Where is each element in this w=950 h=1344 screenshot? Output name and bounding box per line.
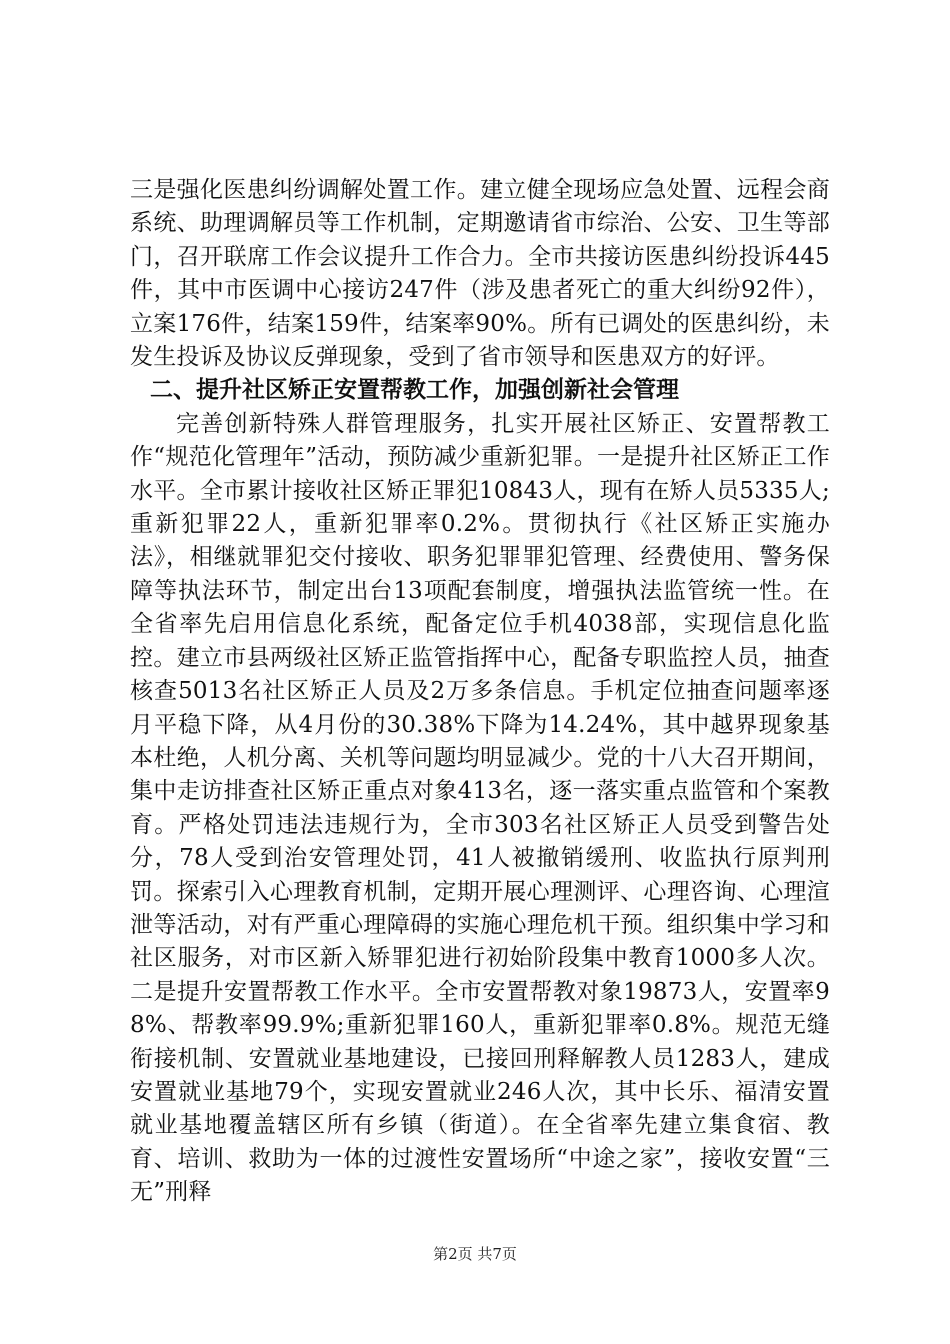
page-footer xyxy=(0,1244,950,1264)
document-body xyxy=(130,174,830,1210)
paragraph-community-correction: 完善创新特殊人群管理服务，扎实开展社区矫正、安置帮教工作“规范化管理年”活动，预防减少重新犯罪。一是提升社区矫正工作水平。全市累计接收社区矫正罪犯10843人，现有在矫人员5335人;重新犯罪22人，重新犯罪率0.2%。贯彻执行《社区矫正实施办法》，相继就罪犯交付接收、职务犯罪罪犯管理、经费使用、警务保障等执法环节，制定出台13项配套制度，增强执法监管统一性。在全省率先启用信息化系统，配备定位手机4038部，实现信息化监控。建立市县两级社区矫正监管指挥中心，配备专职监控人员，抽查核查5013名社区矫正人员及2万多条信息。手机定位抽查问题率逐月平稳下降，从4月份的30.38%下降为14.24%，其中越界现象基本杜绝，人机分离、关机等问题均明显减少。党的十八大召开期间，集中走访排查社区矫正重点对象413名，逐一落实重点监管和个案教育。严格处罚违法违规行为，全市303名社区矫正人员受到警告处分，78人受到治安管理处罚，41人被撤销缓刑、收监执行原判刑罚。探索引入心理教育机制，定期开展心理测评、心理咨询、心理渲泄等活动，对有严重心理障碍的实施心理危机干预。组织集中学习和社区服务，对市区新入矫罪犯进行初始阶段集中教育1000多人次。二是提升安置帮教工作水平。全市安置帮教对象19873人，安置率98%、帮教率99.9%;重新犯罪160人，重新犯罪率0.8%。规范无缝衔接机制、安置就业基地建设，已接回刑释解教人员1283人，建成安置就业基地79个，实现安置就业246人次，其中长乐、福清安置就业基地覆盖辖区所有乡镇（街道）。在全省率先建立集食宿、教育、培训、救助为一体的过渡性安置场所“中途之家”，接收安置“三无”刑释 xyxy=(130,410,830,1206)
section-heading: 二、提升社区矫正安置帮教工作，加强创新社会管理 xyxy=(150,377,679,404)
page-number: 第2页 共7页 xyxy=(433,1245,517,1263)
paragraph-medical-disputes: 三是强化医患纠纷调解处置工作。建立健全现场应急处置、远程会商系统、助理调解员等工作机制，定期邀请省市综治、公安、卫生等部门，召开联席工作会议提升工作合力。全市共接访医患纠纷投诉445件，其中市医调中心接访247件（涉及患者死亡的重大纠纷92件），立案176件，结案159件，结案率90%。所有已调处的医患纠纷，未发生投诉及协议反弹现象，受到了省市领导和医患双方的好评。 xyxy=(130,177,830,371)
